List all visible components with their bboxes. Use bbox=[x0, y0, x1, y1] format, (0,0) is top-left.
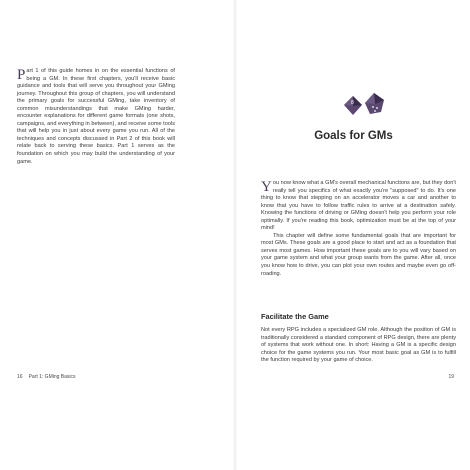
paragraph-2: This chapter will define some fundamental goals that are important for most GMs. These goals are a good place to start and act as a foundation that serves most games. How important these goals are to you will vary based on your game system and what your group wants from the game. After all, once you know how to drive, you can plot your own routes and maybe even go off-roading. bbox=[261, 232, 456, 277]
left-page bbox=[0, 0, 233, 470]
d10-die-icon bbox=[365, 93, 384, 114]
dice-illustration bbox=[343, 92, 387, 118]
right-page bbox=[237, 0, 470, 470]
running-footer: Part 1: GMing Basics bbox=[28, 374, 76, 380]
section-heading: Facilitate the Game bbox=[261, 312, 329, 321]
paragraph-1: You now know what a GM's overall mechanical functions are, but they don't really tell you specifics of what exactly you're "supposed" to do. It's one thing to know that stepping on an accelerator moves a car and another to know that you have to follow traffic rules to arrive at a destination safely. Knowing the functions of driving or GMing doesn't help you perform your role optimally. If you're reading this book, optimization must be at the top of your mind! bbox=[261, 179, 456, 232]
svg-text:8: 8 bbox=[351, 100, 354, 106]
page-number: 19 bbox=[448, 374, 454, 380]
part-intro bbox=[17, 68, 175, 166]
drop-cap: Y bbox=[261, 179, 272, 195]
dice-svg bbox=[343, 92, 387, 118]
drop-cap: P bbox=[17, 67, 26, 83]
left-folio bbox=[17, 374, 76, 380]
chapter-title: Goals for GMs bbox=[314, 130, 393, 142]
part-intro-text: art 1 of this guide homes in on the essential functions of being a GM. In these first chapters, you'll receive basic guidance and tools that will serve you throughout your GMing journey. Throughout this group of chapters, you will understand the primary goals for successful GMing, take inventory of common misunderstandings that make GMing harder, encounter explanations for different game formats (one shots, campaigns, and everything in between), and receive some tools that will help you in just about every game you run. All of the techniques and concepts discussed in Part 2 of this book will relate back to serving these basics. Part 1 serves as the foundation on which you may build the understanding of your game. bbox=[17, 68, 175, 165]
chapter-intro bbox=[261, 180, 456, 278]
right-folio bbox=[448, 374, 454, 380]
page-number: 16 bbox=[17, 374, 23, 380]
section-body bbox=[261, 327, 456, 365]
paragraph-3: Not every RPG includes a specialized GM role. Although the position of GM is traditionally considered a standard component of RPG design, there are plenty of systems that work without one. In short: Having a GM is a specific design choice for the game systems you run. Your most basic goal as GM is to fulfill the function required by your game of choice. bbox=[261, 327, 456, 364]
d8-die-icon bbox=[344, 96, 362, 115]
